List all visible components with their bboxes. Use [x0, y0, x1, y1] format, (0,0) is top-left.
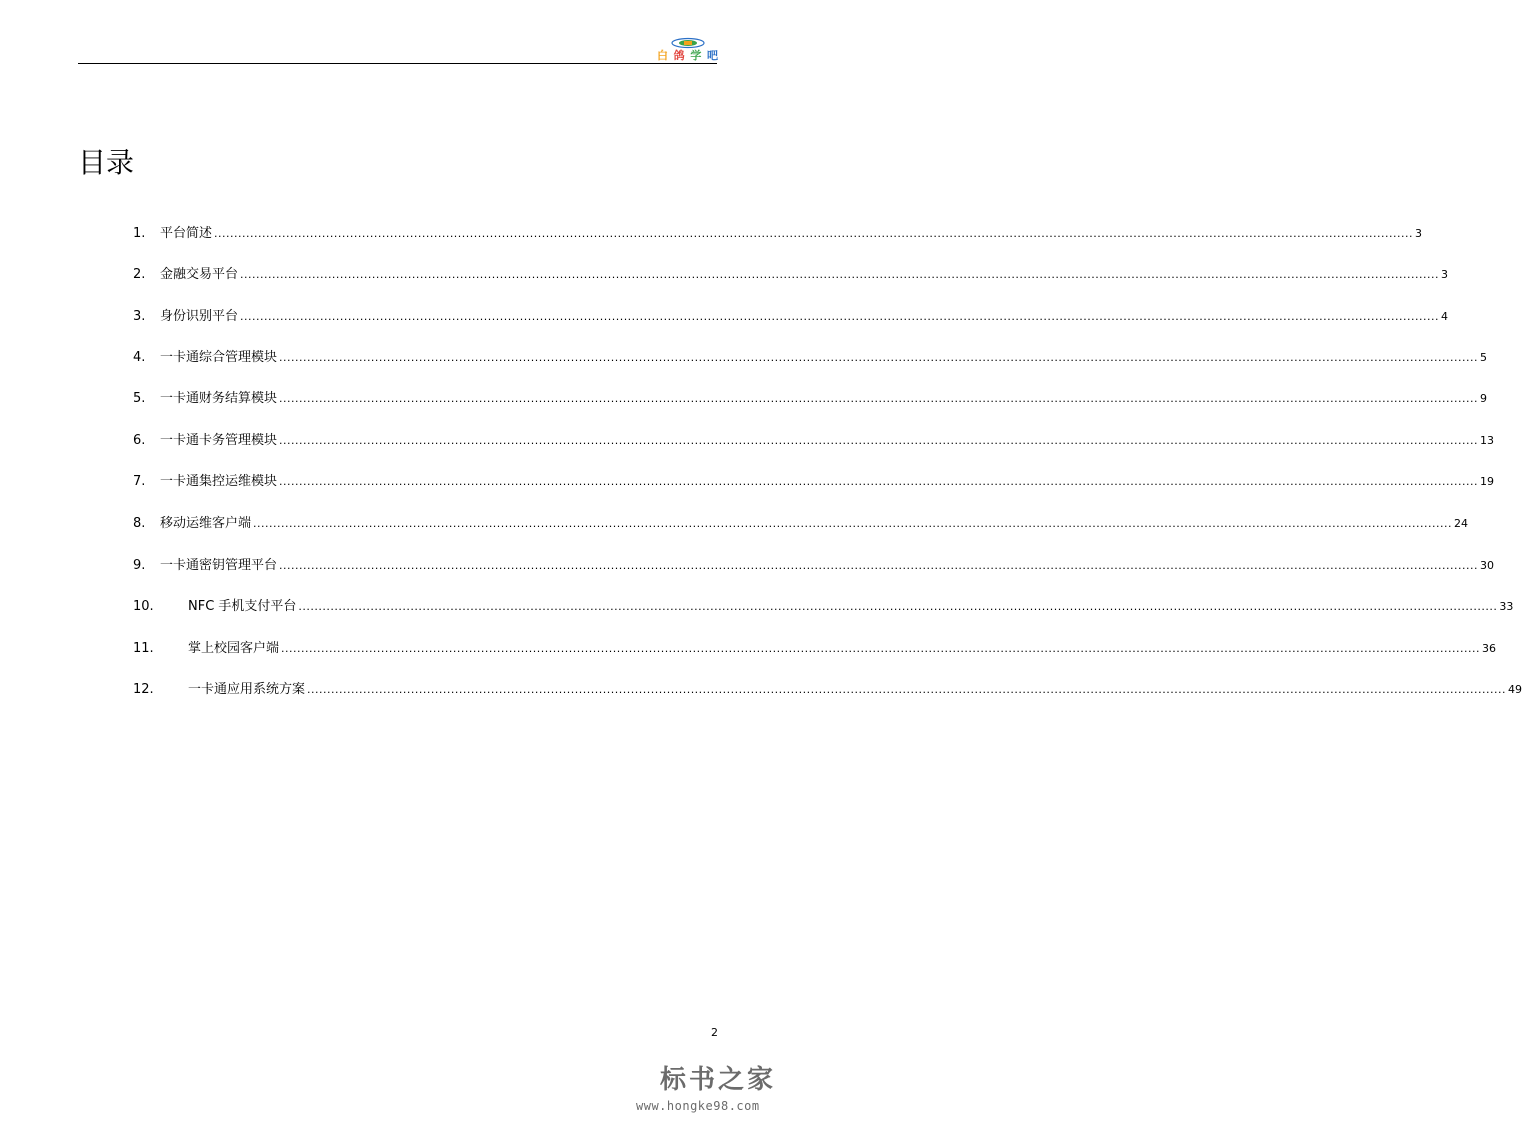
toc-dot-leader: ............................................................................................................................................................................................................................................................................................................: [307, 683, 1506, 696]
toc-entry-label: 平台简述: [160, 226, 213, 241]
toc-title: 目录: [78, 146, 135, 179]
toc-entry-label: 移动运维客户端: [160, 516, 252, 531]
toc-entry-page: 4: [1441, 310, 1448, 323]
toc-entry-number: 9.: [133, 558, 146, 573]
toc-entry-number: 5.: [133, 391, 146, 406]
toc-entry-number: 6.: [133, 433, 146, 448]
toc-entry-number: 8.: [133, 516, 146, 531]
toc-entry-page: 13: [1480, 434, 1494, 447]
toc-entry[interactable]: [133, 348, 1487, 368]
logo-char: 鸽: [673, 49, 686, 62]
toc-entry-page: 36: [1482, 642, 1496, 655]
watermark-title: 标书之家: [660, 1065, 777, 1095]
toc-entry[interactable]: [133, 514, 1468, 534]
toc-entry[interactable]: [133, 307, 1448, 327]
toc-entry-number: 11.: [133, 641, 154, 656]
toc-entry-page: 3: [1415, 227, 1422, 240]
toc-entry[interactable]: [133, 224, 1422, 244]
toc-entry-page: 3: [1441, 268, 1448, 281]
toc-entry-number: 10.: [133, 599, 154, 614]
logo-char: 吧: [706, 49, 719, 62]
watermark-url: www.hongke98.com: [636, 1099, 760, 1113]
logo-char: 学: [690, 49, 703, 62]
toc-dot-leader: ............................................................................................................................................................................................................................................................................................................: [279, 351, 1478, 364]
toc-entry-page: 33: [1499, 600, 1514, 613]
toc-entry[interactable]: [133, 597, 1514, 617]
toc-entry-label: 一卡通集控运维模块: [160, 474, 278, 489]
toc-entry-label: NFC 手机支付平台: [188, 599, 297, 614]
toc-entry[interactable]: [133, 639, 1496, 659]
toc-dot-leader: ............................................................................................................................................................................................................................................................................................................: [298, 600, 1498, 613]
toc-entry-label: 金融交易平台: [160, 267, 239, 282]
toc-entry-number: 1.: [133, 226, 146, 241]
toc-entry-number: 3.: [133, 309, 146, 324]
toc-dot-leader: ............................................................................................................................................................................................................................................................................................................: [240, 310, 1439, 323]
toc-dot-leader: ............................................................................................................................................................................................................................................................................................................: [279, 434, 1478, 447]
toc-entry-label: 一卡通应用系统方案: [188, 682, 306, 697]
toc-entry-number: 7.: [133, 474, 146, 489]
toc-dot-leader: ............................................................................................................................................................................................................................................................................................................: [279, 475, 1478, 488]
toc-entry-page: 5: [1480, 351, 1487, 364]
toc-entry[interactable]: [133, 680, 1522, 700]
toc-entry-number: 12.: [133, 682, 154, 697]
toc-dot-leader: ............................................................................................................................................................................................................................................................................................................: [281, 642, 1480, 655]
toc-entry-label: 身份识别平台: [160, 309, 239, 324]
toc-dot-leader: ............................................................................................................................................................................................................................................................................................................: [214, 227, 1413, 240]
toc-entry[interactable]: [133, 431, 1494, 451]
toc-dot-leader: ............................................................................................................................................................................................................................................................................................................: [279, 392, 1478, 405]
toc-entry[interactable]: [133, 556, 1494, 576]
toc-entry-label: 一卡通综合管理模块: [160, 350, 278, 365]
toc-dot-leader: ............................................................................................................................................................................................................................................................................................................: [240, 268, 1439, 281]
toc-dot-leader: ............................................................................................................................................................................................................................................................................................................: [279, 559, 1478, 572]
toc-entry-page: 30: [1480, 559, 1494, 572]
toc-entry[interactable]: [133, 265, 1448, 285]
page-number: 2: [711, 1026, 718, 1039]
toc-entry[interactable]: [133, 472, 1494, 492]
logo-char: 白: [657, 49, 669, 62]
watermark: [630, 1062, 790, 1122]
toc-entry-label: 一卡通卡务管理模块: [160, 433, 278, 448]
toc-entry-label: 掌上校园客户端: [188, 641, 280, 656]
toc-entry-label: 一卡通财务结算模块: [160, 391, 278, 406]
toc-entry-page: 49: [1508, 683, 1522, 696]
toc-dot-leader: ............................................................................................................................................................................................................................................................................................................: [253, 517, 1452, 530]
toc-entry-page: 19: [1480, 475, 1494, 488]
toc-entry-number: 2.: [133, 267, 146, 282]
toc-entry-label: 一卡通密钥管理平台: [160, 558, 278, 573]
toc-entry-page: 24: [1454, 517, 1468, 530]
toc-entry-number: 4.: [133, 350, 146, 365]
toc-entry[interactable]: [133, 389, 1487, 409]
toc-entry-page: 9: [1480, 392, 1487, 405]
